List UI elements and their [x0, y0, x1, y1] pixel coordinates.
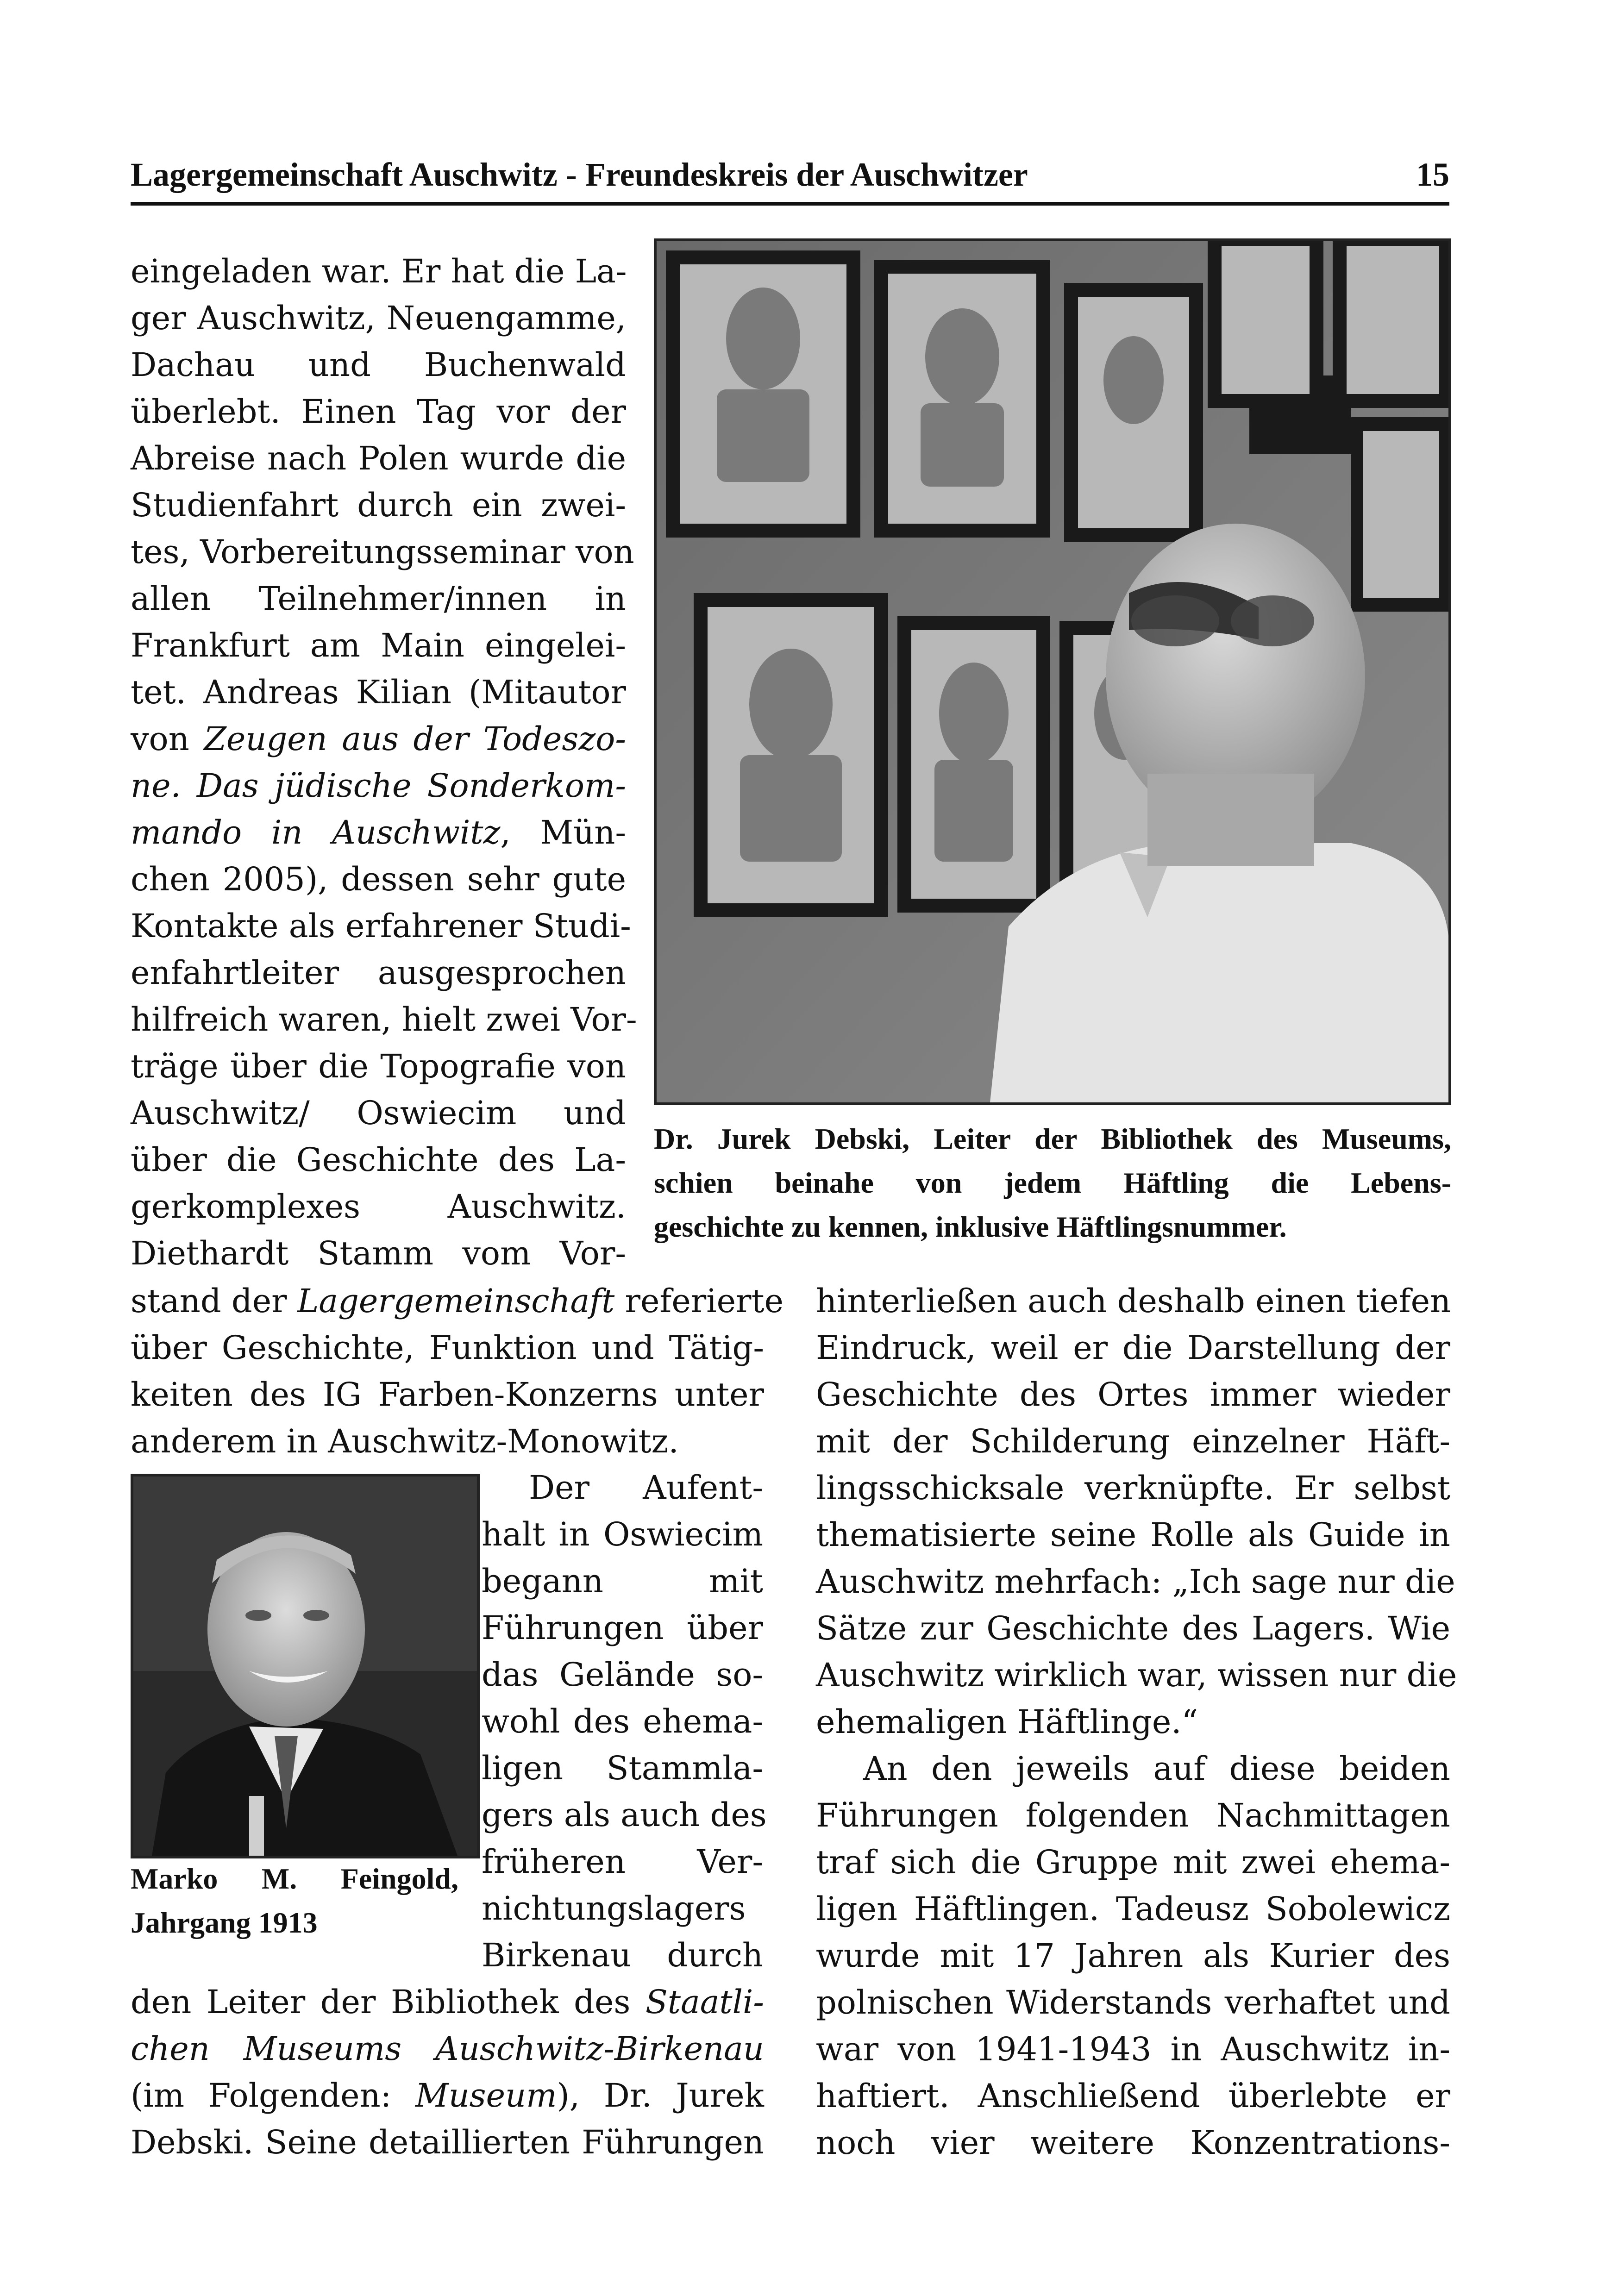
photo-jurek-debski: [654, 238, 1451, 1105]
photo-jurek-debski-image: [657, 241, 1448, 1102]
text-line: Debski. Seine detaillierten Führungen: [131, 2123, 764, 2161]
text-line: chen 2005), dessen sehr gute: [131, 860, 626, 898]
text-line: anderem in Auschwitz-Monowitz.: [131, 1422, 679, 1460]
text-span: ), Dr. Jurek: [557, 2077, 764, 2115]
photo-jurek-debski-caption: [654, 1117, 1451, 1249]
text-line: mit der Schilderung einzelner Häft-: [816, 1422, 1450, 1460]
text-line: Auschwitz/ Oswiecim und: [131, 1094, 626, 1132]
text-line: hinterließen auch deshalb einen tiefen: [816, 1282, 1451, 1320]
header-rule: [131, 202, 1449, 206]
left-column-top: [131, 248, 637, 1277]
book-title: Zeugen aus der Todeszo-: [204, 720, 626, 758]
text-line: Auschwitz wirklich war, wissen nur die: [816, 1656, 1457, 1694]
text-line: Führungen folgenden Nachmittagen: [816, 1796, 1450, 1834]
text-line: keiten des IG Farben-Konzerns unter: [131, 1376, 764, 1414]
text-line: war von 1941-1943 in Auschwitz in-: [816, 2030, 1450, 2068]
text-line: hilfreich waren, hielt zwei Vor-: [131, 1001, 637, 1039]
left-column-bottom: [131, 1979, 764, 2166]
institution-name: chen Museums Auschwitz-Birkenau: [131, 2030, 764, 2068]
text-line: lingsschicksale verknüpfte. Er selbst: [816, 1469, 1450, 1507]
text-line: [131, 809, 626, 856]
text-line: halt in Oswiecim: [482, 1515, 763, 1553]
photo-marko-feingold-caption: [131, 1857, 458, 1945]
text-line: überlebt. Einen Tag vor der: [131, 393, 626, 431]
text-line: Diethardt Stamm vom Vor-: [131, 1234, 626, 1272]
photo-marko-feingold: [131, 1474, 480, 1858]
text-line: [131, 1979, 764, 2026]
text-line: thematisierte seine Rolle als Guide in: [816, 1516, 1450, 1554]
text-line: über Geschichte, Funktion und Tätig-: [131, 1329, 764, 1367]
text-line: Geschichte des Ortes immer wieder: [816, 1376, 1450, 1414]
caption-line: Dr. Jurek Debski, Leiter der Bibliothek des Museums,: [654, 1122, 1451, 1155]
text-line: noch vier weitere Konzentrations-: [816, 2124, 1450, 2162]
header-title: Lagergemeinschaft Auschwitz - Freundeskreis der Auschwitzer: [131, 156, 1028, 193]
caption-line: Marko M. Feingold,: [131, 1862, 458, 1895]
text-line: [131, 716, 626, 763]
text-line: über die Geschichte des La-: [131, 1141, 626, 1179]
text-line: gerkomplexes Auschwitz.: [131, 1188, 626, 1226]
text-line: An den jeweils auf diese beiden: [863, 1750, 1450, 1788]
text-line: ger Auschwitz, Neuengamme,: [131, 299, 626, 337]
abbreviation: Museum: [415, 2077, 557, 2115]
left-column-middle: [131, 1278, 784, 1465]
organization-name: Lagergemeinschaft: [297, 1282, 615, 1320]
right-column: [816, 1278, 1457, 2166]
text-line: ligen Stammla-: [482, 1749, 763, 1787]
caption-line: Jahrgang 1913: [131, 1906, 318, 1939]
text-line: Auschwitz mehrfach: „Ich sage nur die: [816, 1563, 1455, 1601]
text-line: Der Aufent-: [529, 1469, 763, 1507]
text-line: allen Teilnehmer/innen in: [131, 580, 626, 618]
text-line: ehemaligen Häftlinge.“: [816, 1703, 1198, 1741]
caption-line: geschichte zu kennen, inklusive Häftlingsnummer.: [654, 1210, 1287, 1243]
text-line: Birkenau durch: [482, 1936, 763, 1974]
text-line: nichtungslagers: [482, 1889, 746, 1927]
text-line: tes, Vorbereitungsseminar von: [131, 533, 634, 571]
text-line: [131, 2026, 764, 2072]
text-line: träge über die Topografie von: [131, 1047, 626, 1085]
text-line: Dachau und Buchenwald: [131, 346, 626, 384]
text-line: früheren Ver-: [482, 1843, 763, 1881]
text-span: (im Folgenden:: [131, 2077, 415, 2115]
text-line: [131, 763, 626, 809]
text-line: polnischen Widerstands verhaftet und: [816, 1983, 1450, 2021]
text-span: stand der: [131, 1282, 297, 1320]
text-line: begann mit: [482, 1562, 763, 1600]
photo-marko-feingold-image: [133, 1476, 477, 1856]
text-line: das Gelände so-: [482, 1656, 763, 1694]
text-span: den Leiter der Bibliothek des: [131, 1983, 646, 2021]
text-line: ligen Häftlingen. Tadeusz Sobolewicz: [816, 1890, 1450, 1928]
institution-name: Staatli-: [645, 1983, 764, 2021]
text-line: enfahrtleiter ausgesprochen: [131, 954, 626, 992]
running-header: [131, 156, 1449, 202]
text-line: haftiert. Anschließend überlebte er: [816, 2077, 1450, 2115]
book-title: ne. Das jüdische Sonderkom-: [131, 767, 626, 805]
text-span: referierte: [614, 1282, 784, 1320]
text-line: Sätze zur Geschichte des Lagers. Wie: [816, 1609, 1450, 1647]
text-line: gers als auch des: [482, 1796, 767, 1834]
left-column-beside-photo: [482, 1464, 767, 1979]
text-span: von: [131, 720, 204, 758]
text-line: wohl des ehema-: [482, 1702, 763, 1740]
text-line: Eindruck, weil er die Darstellung der: [816, 1329, 1450, 1367]
text-line: tet. Andreas Kilian (Mitautor: [131, 673, 626, 711]
text-line: eingeladen war. Er hat die La-: [131, 252, 627, 290]
text-line: wurde mit 17 Jahren als Kurier des: [816, 1937, 1450, 1975]
book-title: mando in Auschwitz: [131, 813, 501, 851]
page-number: 15: [1416, 156, 1449, 193]
text-line: Studienfahrt durch ein zwei-: [131, 486, 626, 524]
text-span: , Mün-: [500, 813, 627, 851]
text-line: Abreise nach Polen wurde die: [131, 439, 626, 477]
text-line: traf sich die Gruppe mit zwei ehema-: [816, 1843, 1450, 1881]
text-line: Führungen über: [482, 1609, 763, 1647]
text-line: Kontakte als erfahrener Studi-: [131, 907, 631, 945]
text-line: [131, 2072, 764, 2119]
text-line: Frankfurt am Main eingelei-: [131, 626, 626, 664]
text-line: [131, 1278, 784, 1325]
caption-line: schien beinahe von jedem Häftling die Lebens-: [654, 1166, 1451, 1199]
